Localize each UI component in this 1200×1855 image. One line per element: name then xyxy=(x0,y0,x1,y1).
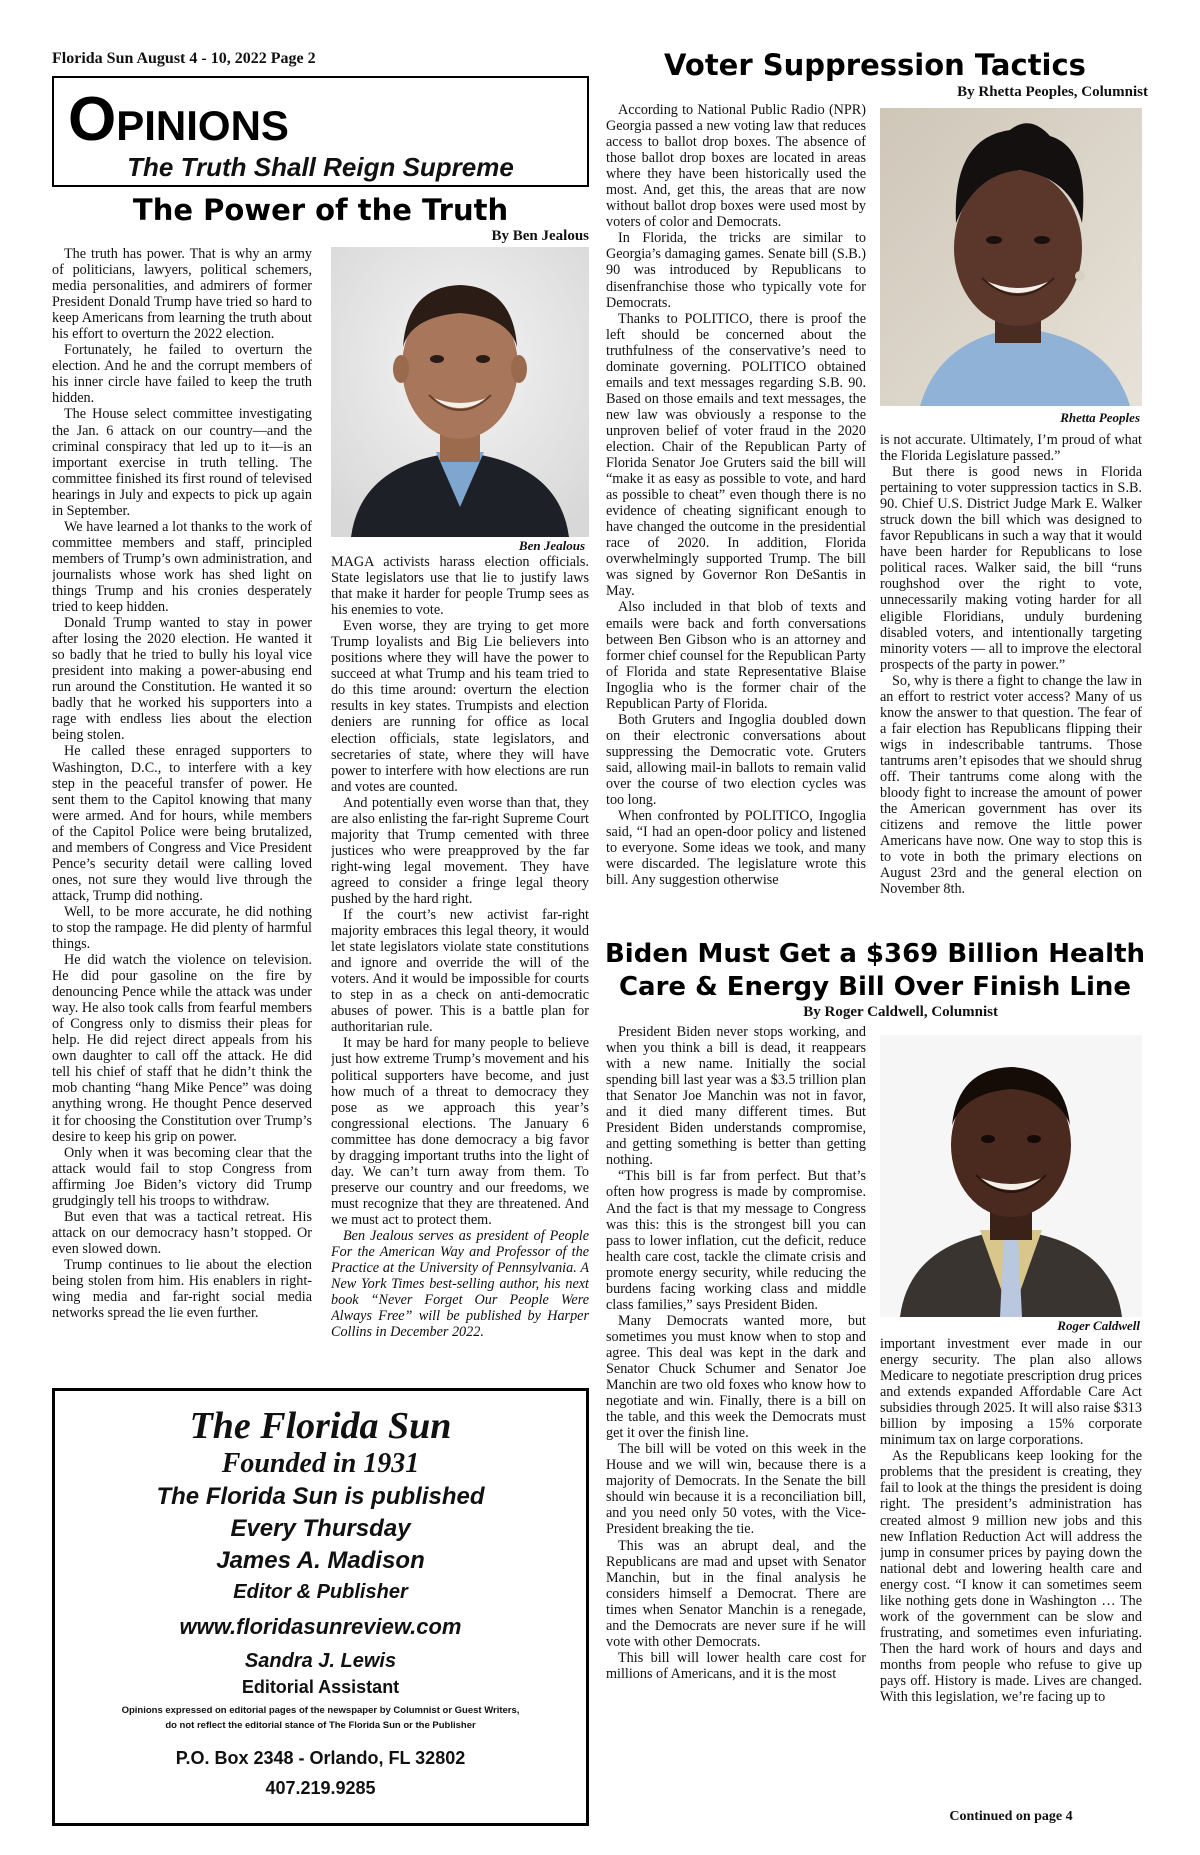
assistant-title: Editorial Assistant xyxy=(241,1677,400,1697)
article1-paragraph: MAGA activists harass election officials. State legislators use that lie to justify laws that make it harder for people Trump sees as his enemies to vote. xyxy=(331,554,589,619)
article3-headline-line-2: Care & Energy Bill Over Finish Line xyxy=(618,972,1132,1002)
article1-paragraph: Trump continues to lie about the election being stolen from him. His enablers in right-wing media and far-right social media networks spread the lie even further. xyxy=(52,1256,312,1322)
article1-paragraph: Well, to be more accurate, he did nothing to stop the rampage. He did plenty of harmful things. xyxy=(52,903,312,953)
article2-headline: Voter Suppression Tactics xyxy=(664,48,1086,82)
website-link[interactable]: www.floridasunreview.com xyxy=(179,1614,462,1639)
article3-paragraph: This was an abrupt deal, and the Republicans are mad and upset with Senator Manchin, but in the final analysis he considers himself a Democrat. There are times when Senator Manchin is a renegade, and the Democrats are never sure if he will vote with other Democrats. xyxy=(606,1537,866,1650)
roger-caldwell-caption: Roger Caldwell xyxy=(1057,1318,1140,1333)
florida-sun-box xyxy=(52,1388,589,1826)
page-header: Florida Sun August 4 - 10, 2022 Page 2 xyxy=(52,50,316,67)
opinions-title-rest: PINIONS xyxy=(116,102,289,149)
article3-byline: By Roger Caldwell, Columnist xyxy=(803,1004,998,1020)
editor-name: James A. Madison xyxy=(216,1547,425,1574)
disclaimer: do not reflect the editorial stance of The Florida Sun or the Publisher xyxy=(165,1720,476,1731)
article1-column-2 xyxy=(331,554,589,1376)
opinions-title xyxy=(68,84,289,155)
florida-sun-founded: Founded in 1931 xyxy=(221,1448,420,1479)
article2-paragraph: In Florida, the tricks are similar to Georgia’s damaging games. Senate bill (S.B.) 90 was introduced by Republicans to disenfranchise those who typically vote for Democrats. xyxy=(606,230,866,311)
article2-paragraph: According to National Public Radio (NPR) Georgia passed a new voting law that reduces access to ballot drop boxes. The absence of those ballot drop boxes are located in areas where they have been historically used the most. And, get this, the areas that are now without ballot drop boxes were used most by voters of color and Democrats. xyxy=(606,102,866,231)
ben-jealous-portrait xyxy=(331,247,589,537)
article2-paragraph: Thanks to POLITICO, there is proof the left should be concerned about the truthfulness of the conservative’s need to dominate governing. POLITICO obtained emails and text messages regarding S.B. 90. Based on those emails and text messages, the new law was obviously a response to the unproven belief of voter fraud in the 2020 election. Chair of the Republican Party of Florida Senator Joe Gruters said the bill will “make it as easy as possible to vote, and hard as possible to cheat” even though there is no evidence of cheating significant enough to have changed the outcome in the presidential race of 2020. In addition, Florida overwhelmingly supported Trump. The bill was signed by Governor Ron DeSantis in May. xyxy=(606,310,866,600)
article1-paragraph: The truth has power. That is why an army of politicians, lawyers, political schemers, media personalities, and admirers of former President Donald Trump have tried so hard to keep Americans from learning the truth about his effort to overturn the 2022 election. xyxy=(52,246,312,343)
ben-jealous-photo xyxy=(331,247,589,537)
article1-paragraph: The House select committee investigating the Jan. 6 attack on our country—and the criminal conspiracy that led up to it—is an important exercise in truth telling. The committee finished its first round of televised hearings in July and expects to pick up again in September. xyxy=(52,406,312,519)
article2-column-1 xyxy=(606,102,866,920)
article2-byline: By Rhetta Peoples, Columnist xyxy=(957,84,1148,100)
rhetta-peoples-caption: Rhetta Peoples xyxy=(1060,410,1140,425)
article3-paragraph: Many Democrats wanted more, but sometimes you must know when to stop and agree. This deal was kept in the dark and Senator Chuck Schumer and Senator Joe Manchin are two old foxes who know how to negotiate and win. Finally, there is a bill on the table, and this week the Democrats must get it over the finish line. xyxy=(606,1312,866,1442)
article3-column-2 xyxy=(880,1336,1142,1808)
article3-paragraph: The bill will be voted on this week in the House and we will win, because there is a majority of Democrats. In the Senate the bill should win because it is a reconciliation bill, and you need only 50 votes, with the Vice-President breaking the tie. xyxy=(606,1441,866,1538)
disclaimer: Opinions expressed on editorial pages of the newspaper by Columnist or Guest Writers, xyxy=(121,1705,520,1716)
article3-column-1 xyxy=(606,1024,866,1826)
editor-title: Editor & Publisher xyxy=(233,1581,408,1603)
article1-paragraph: Donald Trump wanted to stay in power after losing the 2020 election. He wanted it so badly that he tried to bully his loyal vice president into making a power-abusing end run around the Constitution. He wanted it so badly that he worked his supporters into a rage with endless lies about the election being stolen. xyxy=(52,615,312,744)
article2-paragraph: When confronted by POLITICO, Ingoglia said, “I had an open-door policy and listened to everyone. Some ideas we took, and many were discarded. The legislature wrote this bill. Any suggestion otherwise xyxy=(606,808,866,889)
assistant-name: Sandra J. Lewis xyxy=(244,1650,397,1672)
phone-number: 407.219.9285 xyxy=(265,1778,376,1798)
article1-paragraph: It may be hard for many people to believe just how extreme Trump’s movement and his political supporters have become, and just how much of a threat to democracy they pose as we approach this year’s congressional elections. The January 6 committee has done democracy a big favor by dragging important truths into the light of day. We can’t turn away from them. To preserve our country and our freedoms, we must recognize that they are threatened. And we must act to protect them. xyxy=(331,1035,589,1228)
article1-paragraph: We have learned a lot thanks to the work of committee members and staff, principled members of Trump’s own administration, and journalists whose work has shed light on things Trump and his cronies desperately tried to keep hidden. xyxy=(52,518,312,616)
article1-paragraph: But even that was a tactical retreat. His attack on our democracy hasn’t stopped. Or even slowed down. xyxy=(52,1208,312,1257)
article2-paragraph: Also included in that blob of texts and emails were back and forth conversations between Ben Gibson who is an attorney and former chief counsel for the Republican Party of Florida and state Representative Blaise Ingoglia who is the former chair of the Republican Party of Florida. xyxy=(606,599,866,712)
rhetta-peoples-portrait xyxy=(880,108,1142,406)
article1-headline: The Power of the Truth xyxy=(132,193,509,227)
article2-paragraph: Both Gruters and Ingoglia doubled down on their electronic conversations about suppressing the Democratic vote. Gruters said, allowing mail-in ballots to remain valid over the course of two election cycles was too long. xyxy=(606,711,866,809)
article3-paragraph: “This bill is far from perfect. But that’s often how progress is made by compromise. And the fact is that my message to Congress was this: this is the strongest bill you can pass to lower inflation, cut the deficit, reduce health care cost, tackle the climate crisis and promote energy security, while reducing the burdens facing working class and middle class families,” says President Biden. xyxy=(606,1168,866,1313)
article1-paragraph: Even worse, they are trying to get more Trump loyalists and Big Lie believers into positions where they will have the power to succeed at what Trump and his team tried to do this time around: overturn the election results in key states. Trumpists and election deniers are running for office as local election officials, state legislators, and secretaries of state, where they will have power to interfere with how elections are run and votes are counted. xyxy=(331,618,589,795)
article1-paragraph: He did watch the violence on television. He did pour gasoline on the fire by denouncing Pence while the attack was under way. He also took calls from fearful members of Congress only to dismiss their pleas for help. He did reject direct appeals from his own daughter to call off the attack. He did tell his chief of staff that he didn’t think the mob chanting “hang Mike Pence” was doing anything wrong. He thought Pence deserved it for choosing the Constitution over Trump’s desire to keep his grip on power. xyxy=(52,952,312,1145)
florida-sun-schedule: Every Thursday xyxy=(230,1515,411,1542)
roger-caldwell-portrait xyxy=(880,1035,1142,1317)
article1-paragraph: Fortunately, he failed to overturn the election. And he and the corrupt members of his inner circle have failed to keep the truth hidden. xyxy=(52,342,312,407)
article3-headline xyxy=(602,938,1148,1004)
roger-caldwell-photo xyxy=(880,1035,1142,1317)
article2-paragraph: But there is good news in Florida pertaining to voter suppression tactics in S.B. 90. Chief U.S. District Judge Mark E. Walker struck down the bill which was designed to favor Republicans in such a way that it would have been harder for Republicans to lose political races. Walker said, the bill “runs roughshod over the right to vote, unnecessarily making voting harder for all eligible Floridians, unduly burdening disabled voters, and intentionally targeting minority voters — all to improve the electoral prospects of the party in power.” xyxy=(880,464,1142,673)
florida-sun-published: The Florida Sun is published xyxy=(156,1483,485,1510)
article1-paragraph: Only when it was becoming clear that the attack would fail to stop Congress from affirming Joe Biden’s victory did Trump grudgingly tell his troops to withdraw. xyxy=(52,1144,312,1209)
article1-paragraph: If the court’s new activist far-right majority embraces this legal theory, it would let state legislators violate state constitutions and ignore and override the will of the voters. And it would be impossible for courts to step in as a check on anti-democratic abuses of power. This is a battle plan for authoritarian rule. xyxy=(331,907,589,1036)
opinions-box xyxy=(52,76,589,187)
article3-paragraph: This bill will lower health care cost for millions of Americans, and it is the most xyxy=(606,1649,866,1682)
article1-byline: By Ben Jealous xyxy=(491,228,589,244)
article3-paragraph: President Biden never stops working, and when you think a bill is dead, it reappears with a new name. Initially the social spending bill last year was a $3.5 trillion plan that Senator Joe Manchin was not in favor, and it died many different times. But President Biden understands compromise, and getting something is better than getting nothing. xyxy=(606,1024,866,1169)
florida-sun-title: The Florida Sun xyxy=(189,1405,452,1447)
rhetta-peoples-photo xyxy=(880,108,1142,406)
article2-column-2 xyxy=(880,432,1142,920)
opinions-motto: The Truth Shall Reign Supreme xyxy=(127,152,514,182)
opinions-title-cap: O xyxy=(68,85,117,154)
article1-paragraph: He called these enraged supporters to Washington, D.C., to interfere with a key step in the peaceful transfer of power. He sent them to the Capitol knowing that many were armed. And for hours, while members of the Capitol Police were being brutalized, and members of Congress and Vice President Pence’s security detail were calling loved ones, not sure they would live through the attack, Trump did nothing. xyxy=(52,743,312,904)
continued-on-page-4: Continued on page 4 xyxy=(949,1809,1073,1824)
article1-paragraph: And potentially even worse than that, they are also enlisting the far-right Supreme Court majority that Trump cemented with three justices who were preapproved by the far right-wing legal movement. They have agreed to consider a fringe legal theory pushed by the hard right. xyxy=(331,794,589,907)
article2-paragraph: is not accurate. Ultimately, I’m proud of what the Florida Legislature passed.” xyxy=(880,432,1142,465)
author-bio: Ben Jealous serves as president of People For the American Way and Professor of the Practice at the University of Pennsylvania. A New York Times best-selling author, his next book “Never Forget Our People Were Always Free” will be published by Harper Collins in December 2022. xyxy=(331,1227,589,1341)
ben-jealous-caption: Ben Jealous xyxy=(518,538,585,553)
article1-column-1 xyxy=(52,246,312,1376)
article3-paragraph: important investment ever made in our energy security. The plan also allows Medicare to negotiate prescription drug prices and extends expanded Affordable Care Act subsidies through 2025. It will also raise $313 billion by imposing a 15% corporate minimum tax on large corporations. xyxy=(880,1336,1142,1449)
mailing-address: P.O. Box 2348 - Orlando, FL 32802 xyxy=(175,1748,466,1768)
article3-headline-line-1: Biden Must Get a $369 Billion Health xyxy=(604,939,1146,969)
article2-paragraph: So, why is there a fight to change the law in an effort to restrict voter access? Many of us know the answer to that question. The fear of a fair election has Republicans flipping their wigs in indescribable tantrums. Those tantrums aren’t episodes that we should shrug off. Their tantrums come along with the bloody fight to increase the amount of power the American government has over its citizens and remove the little power Americans have now. One way to stop this is to vote in both the primary elections on August 23rd and the general election on November 8th. xyxy=(880,672,1142,898)
article3-paragraph: As the Republicans keep looking for the problems that the president is creating, they fail to look at the things the president is doing right. The president’s administration has created almost 9 million new jobs and this new Inflation Reduction Act will address the jump in consumer prices by paying down the national debt and lowering health care and energy cost. “I know it can sometimes seem like nothing gets done in Washington … The work of the government can be slow and frustrating, and sometimes even infuriating. Then the hard work of hours and days and months from people who refuse to give up pays off. History is made. Lives are changed. With this legislation, we’re facing up to xyxy=(880,1448,1142,1706)
